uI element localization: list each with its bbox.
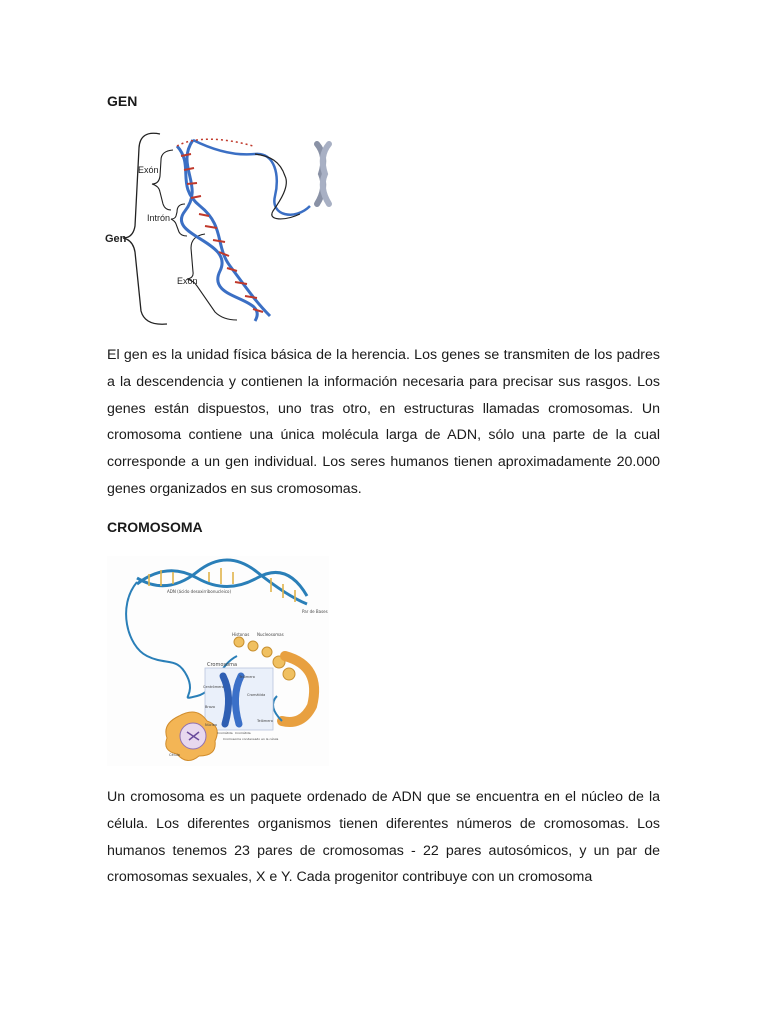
label-exon-bottom: Exón xyxy=(177,276,198,286)
chromosome-illustration xyxy=(107,556,329,766)
label-cromatida-b: Cromátida xyxy=(235,731,251,735)
label-brazo: Brazo xyxy=(205,705,215,709)
label-nucleo: Núcleo xyxy=(205,723,218,727)
label-telomero-top: Telómero xyxy=(239,675,255,679)
gene-figure xyxy=(105,126,340,331)
label-histonas: Histonas xyxy=(232,632,250,637)
dna-helix xyxy=(177,139,310,321)
section-heading-cromosoma: CROMOSOMA xyxy=(107,519,203,535)
label-cromatida-a: Cromátida xyxy=(217,731,233,735)
label-celula: Célula xyxy=(169,753,180,757)
section-heading-gen: GEN xyxy=(107,93,138,109)
label-gen: Gen xyxy=(105,233,127,245)
label-pares-bases: Par de Bases xyxy=(302,609,328,614)
label-cromosoma: Cromosoma xyxy=(207,662,238,668)
exon-brace-top xyxy=(152,150,173,210)
label-telomero-bottom: Telómero xyxy=(257,719,273,723)
label-exon-top: Exón xyxy=(138,165,159,175)
chromosome-paragraph: Un cromosoma es un paquete ordenado de ADN que se encuentra en el núcleo de la célula. Los diferentes organismos tienen diferentes números de cromosomas. Los humanos tenemos 23 pares de cromosomas - 22 pares autosómicos, y un par de cromosomas sexuales, X e Y. Cada progenitor contribuye con un cromosoma xyxy=(107,789,660,886)
chromosome-glyph xyxy=(317,144,329,204)
intron-brace xyxy=(171,204,187,236)
label-cromatida: Cromátida xyxy=(247,693,266,697)
label-centromero: Centrómero xyxy=(203,685,224,689)
label-nucleosomas: Nucleosomas xyxy=(257,632,284,637)
gene-paragraph: El gen es la unidad física básica de la herencia. Los genes se transmiten de los padres a la descendencia y contienen la información necesaria para precisar sus rasgos. Los genes están dispuestos, uno tras otro, en estructuras llamadas cromosomas. Un cromosoma contiene una única molécula larga de ADN, sólo una parte de la cual corresponde a un gen individual. Los seres humanos tienen aproximadamente 20.000 genes organizados en sus cromosomas. xyxy=(107,347,660,497)
gene-dna-illustration xyxy=(105,126,340,331)
chromosome-figure xyxy=(107,556,329,766)
label-adn: ADN (ácido desoxirribonucleico) xyxy=(167,589,232,594)
label-condensado: Cromosoma condensado en la célula xyxy=(223,737,279,741)
label-intron: Intrón xyxy=(147,213,171,223)
